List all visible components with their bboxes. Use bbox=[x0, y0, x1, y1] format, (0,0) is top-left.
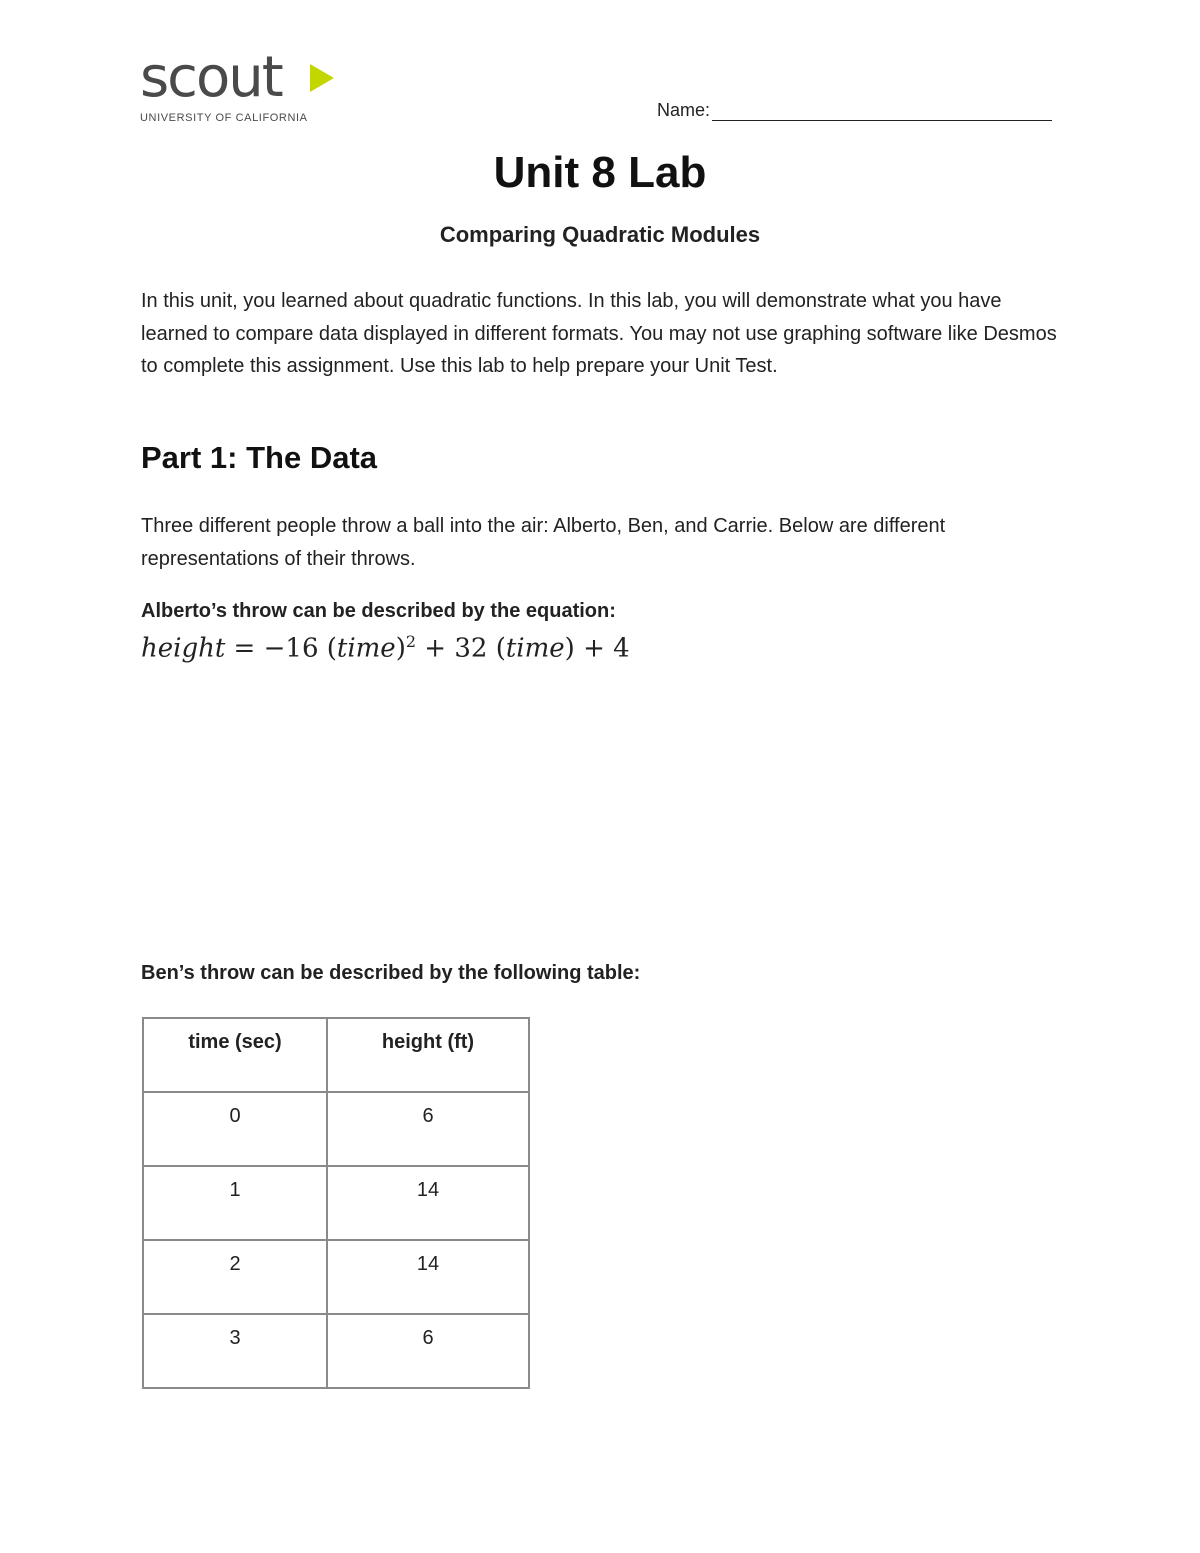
part1-intro: Three different people throw a ball into the air: Alberto, Ben, and Carrie. Below are different representations of their throws. bbox=[141, 515, 946, 570]
equation-mid: + 32 ( bbox=[416, 633, 506, 664]
logo-wordmark: scout bbox=[140, 45, 282, 110]
table-header-row bbox=[143, 1018, 529, 1092]
table-row bbox=[143, 1240, 529, 1314]
intro-paragraph: In this unit, you learned about quadratic functions. In this lab, you will demonstrate what you have learned to compare data displayed in different formats. You may not use graphing software like Desmos to complete this assignment. Use this lab to help prepare your Unit Test. bbox=[141, 290, 1057, 377]
cell-height: 14 bbox=[327, 1166, 529, 1240]
ben-table bbox=[142, 1017, 530, 1389]
name-field bbox=[657, 100, 1052, 121]
page-subtitle: Comparing Quadratic Modules bbox=[439, 222, 761, 247]
name-blank-line[interactable] bbox=[712, 102, 1052, 121]
play-arrow-icon bbox=[310, 64, 334, 92]
alberto-equation bbox=[141, 632, 630, 664]
equation-exponent: 2 bbox=[405, 632, 417, 651]
cell-time: 1 bbox=[143, 1166, 327, 1240]
header-height: height (ft) bbox=[327, 1018, 529, 1092]
cell-time: 2 bbox=[143, 1240, 327, 1314]
equation-lhs: height bbox=[141, 633, 226, 664]
table-row bbox=[143, 1092, 529, 1166]
equation-close2: ) + 4 bbox=[564, 633, 630, 664]
table-row bbox=[143, 1166, 529, 1240]
cell-height: 6 bbox=[327, 1314, 529, 1388]
ben-label: Ben’s throw can be described by the following table: bbox=[141, 962, 641, 984]
cell-time: 3 bbox=[143, 1314, 327, 1388]
equation-var2: time bbox=[505, 633, 565, 664]
page-title: Unit 8 Lab bbox=[493, 148, 707, 197]
equation-var1: time bbox=[336, 633, 396, 664]
name-label: Name: bbox=[657, 100, 711, 120]
part1-heading: Part 1: The Data bbox=[141, 440, 378, 475]
alberto-label: Alberto’s throw can be described by the equation: bbox=[141, 600, 616, 622]
equation-close1: ) bbox=[395, 633, 406, 664]
header-time: time (sec) bbox=[143, 1018, 327, 1092]
logo-subtitle: UNIVERSITY OF CALIFORNIA bbox=[140, 112, 308, 124]
cell-time: 0 bbox=[143, 1092, 327, 1166]
cell-height: 14 bbox=[327, 1240, 529, 1314]
equation-eq: = −16 ( bbox=[225, 633, 337, 664]
table-row bbox=[143, 1314, 529, 1388]
cell-height: 6 bbox=[327, 1092, 529, 1166]
scout-logo bbox=[140, 45, 340, 128]
